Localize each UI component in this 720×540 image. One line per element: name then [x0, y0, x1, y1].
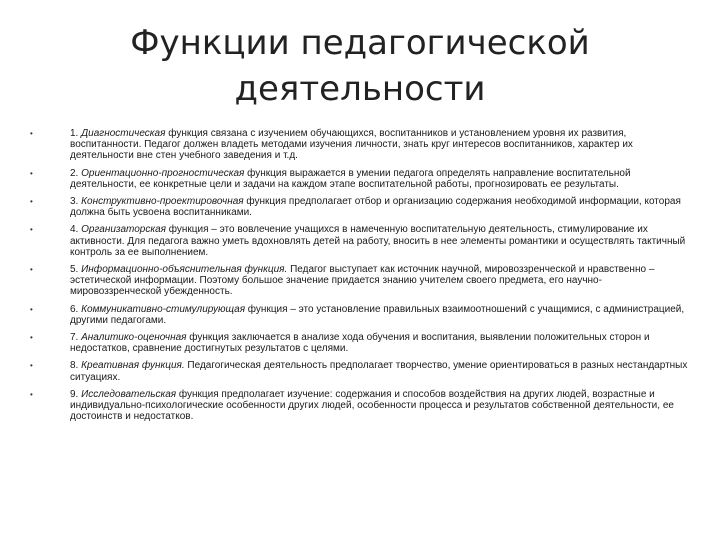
- list-item: [30, 224, 690, 258]
- slide-title-line-2: деятельности: [234, 69, 486, 109]
- bullet: •: [30, 168, 33, 178]
- list-item: [30, 168, 690, 190]
- list-item-text: [70, 332, 690, 354]
- item-description: Педагогическая деятельность предполагает творчество, умение ориентироваться в разных нестандартных ситуациях.: [70, 360, 688, 383]
- item-term: Ориентационно-прогностическая: [81, 167, 245, 179]
- bullet: •: [30, 304, 33, 314]
- item-term: Диагностическая: [81, 128, 166, 139]
- item-term: Организаторская: [81, 224, 166, 236]
- functions-list: [30, 128, 690, 428]
- item-number: 2.: [70, 167, 79, 179]
- item-number: 9.: [70, 388, 79, 400]
- slide-title: [112, 20, 608, 112]
- item-term: Креативная функция.: [81, 360, 185, 372]
- bullet: •: [30, 129, 33, 138]
- item-description: функция предполагает изучение: содержания и способов воздействия на других людей, возрастные и индивидуально-психологические особенности других людей, особенности процесса и результатов собственной деятельности, ее достоинств и недостатков.: [70, 388, 674, 423]
- list-item-text: [70, 196, 690, 218]
- item-number: 8.: [70, 360, 79, 372]
- list-item: [30, 389, 690, 423]
- list-item: [30, 264, 690, 298]
- item-term: Исследовательская: [81, 388, 177, 400]
- list-item: [30, 332, 690, 354]
- item-term: Информационно-объяснительная функция.: [81, 264, 288, 276]
- item-number: 3.: [70, 196, 79, 208]
- list-item: [30, 360, 690, 382]
- bullet: •: [30, 265, 33, 275]
- bullet: •: [30, 361, 33, 371]
- bullet: •: [30, 197, 33, 207]
- list-item-text: [70, 128, 690, 162]
- item-description: функция выражается в умении педагога определять направление воспитательной деятельности, ее конкретные цели и задачи на каждом этапе воспитательной работы, прогнозировать ее результаты.: [70, 167, 631, 190]
- list-item-text: [70, 389, 690, 423]
- list-item: [30, 128, 690, 162]
- item-description: функция предполагает отбор и организацию содержания необходимой информации, которая должна быть усвоена воспитанниками.: [70, 196, 681, 219]
- list-item-text: [70, 224, 690, 258]
- list-item-text: [70, 168, 690, 190]
- list-item-text: [70, 304, 690, 326]
- bullet: •: [30, 389, 33, 399]
- bullet: •: [30, 225, 33, 235]
- slide-title-line-1: Функции педагогической: [130, 23, 590, 63]
- list-item: [30, 196, 690, 218]
- list-item-text: [70, 360, 690, 382]
- item-number: 6.: [70, 303, 79, 315]
- item-term: Коммуникативно-стимулирующая: [81, 303, 246, 315]
- item-number: 1.: [70, 128, 79, 139]
- item-number: 5.: [70, 264, 79, 276]
- item-number: 7.: [70, 332, 79, 344]
- list-item: [30, 304, 690, 326]
- item-description: функция заключается в анализе хода обучения и воспитания, выявлении положительных сторон и недостатков, сравнение достигнутых результатов с целями.: [70, 332, 650, 355]
- item-term: Аналитико-оценочная: [81, 332, 187, 344]
- item-term: Конструктивно-проектировочная: [81, 196, 244, 208]
- bullet: •: [30, 333, 33, 343]
- item-number: 4.: [70, 224, 79, 236]
- item-description: Педагог выступает как источник научной, мировоззренческой и нравственно – эстетической информации. Поэтому большое значение придается знанию учителем своего предмета, его научно-мировоззренческой убежденность.: [70, 264, 655, 298]
- item-description: функция связана с изучением обучающихся, воспитанников и установлением уровня их развития, воспитанности. Педагог должен владеть методами изучения личности, знать круг интересов воспитанников, характер их деятельности вне стен учебного заведения и т.д.: [70, 128, 633, 162]
- list-item-text: [70, 264, 690, 298]
- item-description: функция – это вовлечение учащихся в намеченную воспитательную деятельность, стимулирование их активности. Для педагога важно уметь вдохновлять детей на работу, вносить в нее элементы романтики и осуществлять тактичный контроль за ее выполнением.: [70, 224, 686, 258]
- item-description: функция – это установление правильных взаимоотношений с учащимися, с администрацией, другими педагогами.: [70, 303, 685, 326]
